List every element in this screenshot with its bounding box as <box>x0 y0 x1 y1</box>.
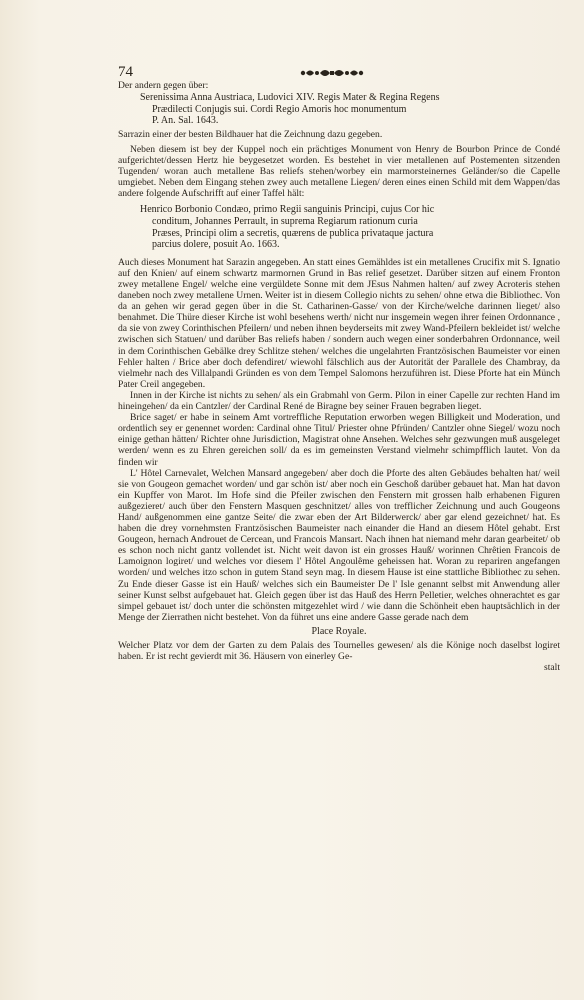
inscription-conde <box>118 204 560 250</box>
printers-ornament-icon <box>300 68 364 78</box>
inscription-line: conditum, Johannes Perrault, in suprema Regiarum rationum curia <box>152 216 418 228</box>
inscription-line: parcius dolere, posuit Ao. 1663. <box>152 239 280 251</box>
paragraph-brice: Brice saget/ er habe in seinem Amt vortreffliche Reputation erworben wegen Billigkeit und Moderation, und ordentlich sey er genennet worden: Cardinal ohne Titul/ Priester ohne Pfründen/ Cantzler ohne Siegel/ wozu noch einige gethan hätten/ Richter ohne Jurisdiction, Magistrat ohne Ansehen. Welches sehr gezwungen muß ausgeleget werden/ wenn es zu Ehren gereichen soll/ da es im gemeinsten Verstand vielmehr schimpfflich lautet. Von da finden wir <box>118 412 560 468</box>
paragraph-place-royale: Welcher Platz vor dem der Garten zu dem Palais des Tournelles gewesen/ als die Könige noch daselbst logiret haben. Er ist recht gevierdt mit 36. Häusern von einerley Ge- <box>118 640 560 663</box>
inscription-line: P. An. Sal. 1643. <box>152 115 219 127</box>
page-header <box>118 64 558 80</box>
page-number: 74 <box>118 64 133 80</box>
inscription-line: Præses, Principi olim a secretis, quærens de publica privataque jactura <box>152 227 434 239</box>
paragraph-hotel-carnevalet: L' Hôtel Carnevalet, Welchen Mansard angegeben/ aber doch die Pforte des alten Gebäudes behalten hat/ weil sie von Gougeon gemachet worden/ und gar schön ist/ aber noch ein Geschoß darüber gebauet hat. Man hat davon ein Kupffer von Marot. Im Hofe sind die Pfeiler zwischen den Fenstern mit grossen halb erhabenen Figuren außgezieret/ auch über den Fenstern Masquen geschnitzet/ alles von trefflicher Zeichnung und auch Gougeons Hand/ außgenommen eine gantze Seite/ die zwar eben der Art Bilderwerck/ aber gar elend gezeichnet/ hat. Es haben die drey vornehmsten Frantzösischen Baumeister nach einander die Hand an diesem Hôtel gehabt. Erst Gougeon, hernach Androuet de Cercean, und Francois Mansart. Nach ihnen hat niemand mehr daran gearbeitet/ ob es schon noch nicht gantz vollendet ist. Nicht weit davon ist ein grosses Hauß/ worinnen Chrêtien Francois de Lamoignon logiret/ und welches vor diesem l' Hôtel Angoulême geheissen hat. Woran zu repariren angefangen worden/ und welches itzo schon in gutem Stand seyn mag. In diesem Hause ist eine stattliche Bibliothec zu sehen. Zu Ende dieser Gasse ist ein Hauß/ welches sich ein Baumeister De l' Isle genannt selbst mit Anwendung aller seiner Kunst selbst aufgebauet hat. Gleich gegen über ist das Hauß des Herrn Pelletier, welches ohnerachtet es gar simpel gebauet ist/ doch unter die schönsten mitgezehlet wird / wie dann die Schönheit eben hauptsächlich in der Menge der Zierrathen nicht bestehet. Von da führet uns eine andere Gasse gerade nach dem <box>118 467 560 623</box>
paragraph-church-interior: Innen in der Kirche ist nichts zu sehen/ als ein Grabmahl von Germ. Pilon in einer Capelle zur rechten Hand im hineingehen/ da ein Cantzler/ der Cardinal René de Biragne bey seiner Frauen begraben lieget. <box>118 389 560 413</box>
catchword: stalt <box>544 662 560 674</box>
inscription-line: Prædilecti Conjugis sui. Cordi Regio Amoris hoc monumentum <box>152 103 407 115</box>
inscription-line: Serenissima Anna Austriaca, Ludovici XIV. Regis Mater & Regina Regens <box>140 92 440 104</box>
paragraph-conde-monument: Neben diesem ist bey der Kuppel noch ein prächtiges Monument von Henry de Bourbon Prince de Condé aufgerichtet/dessen Hertz hie beygesetzet worden. Es bestehet in vier metallenen auf Postementen sitzenden Tugenden/ woran auch metallene Bas reliefs stehen/worbey ein marmorsteinernes Geländer/so die Capelle umgiebet. Neben dem Eingang stehen zwey auch metallene Liegen/ deren eines einen Schild mit dem Wappen/das andere folgende Aufschrifft auf einer Taffel hält: <box>118 143 560 200</box>
paragraph-sarazin: Auch dieses Monument hat Sarazin angegeben. An statt eines Gemähldes ist ein metallenes Crucifix mit S. Ignatio auf den Knien/ auf einem schwartz marmornen Grund in Bas relief gesetzet. Darüber sitzen auf einem Fronton zwey metallene Engel/ welche eine vergüldete Sonne mit dem JEsus Nahmen halten/ auf zwey Acroteris stehen daneben noch zwey metallene Urnen. Weiter ist in diesem Collegio nichts zu sehen/ ohne etwa die Bibliothec. Von da an gehen wir gerad gegen über in die St. Catharinen-Gasse/ von der Kirche/welche darinnen lieget/ also benahmet. Die Thüre dieser Kirche ist wohl besehens werth/ nicht nur insgemein wegen ihrer feinen Ordonnance , da sie von zwey Corinthischen Pfeilern/ und neben ihnen beyderseits mit zwey Wand-Pfeilern bekleidet ist/ welche zwischen sich Statuen/ und darüber Bas reliefs haben / sondern auch wegen einer sonderbahren Ordonnance, weil in dem Corinthischen Gebälke drey Schlitze stehen/ welches die ungelahrten Frantzösischen Baumeister vor einen Fehler halten / Brice aber doch defendiret/ wiewohl fälschlich aus der Autorität der Parallele des Chambray, da vielmehr nach des Villalpandi Gründen es von dem Tempel Salomons herzuführen ist. Diese Pforte hat ein Münch Pater Creil angegeben. <box>118 256 560 390</box>
inscription-anne <box>118 92 560 127</box>
page-body <box>118 80 560 673</box>
text-line: Sarrazin einer der besten Bildhauer hat die Zeichnung dazu gegeben. <box>118 128 383 140</box>
text-line: Der andern gegen über: <box>118 80 209 91</box>
section-heading-place-royale: Place Royale. <box>311 625 367 637</box>
inscription-line: Henrico Borbonio Condæo, primo Regii sanguinis Principi, cujus Cor hic <box>140 204 435 216</box>
